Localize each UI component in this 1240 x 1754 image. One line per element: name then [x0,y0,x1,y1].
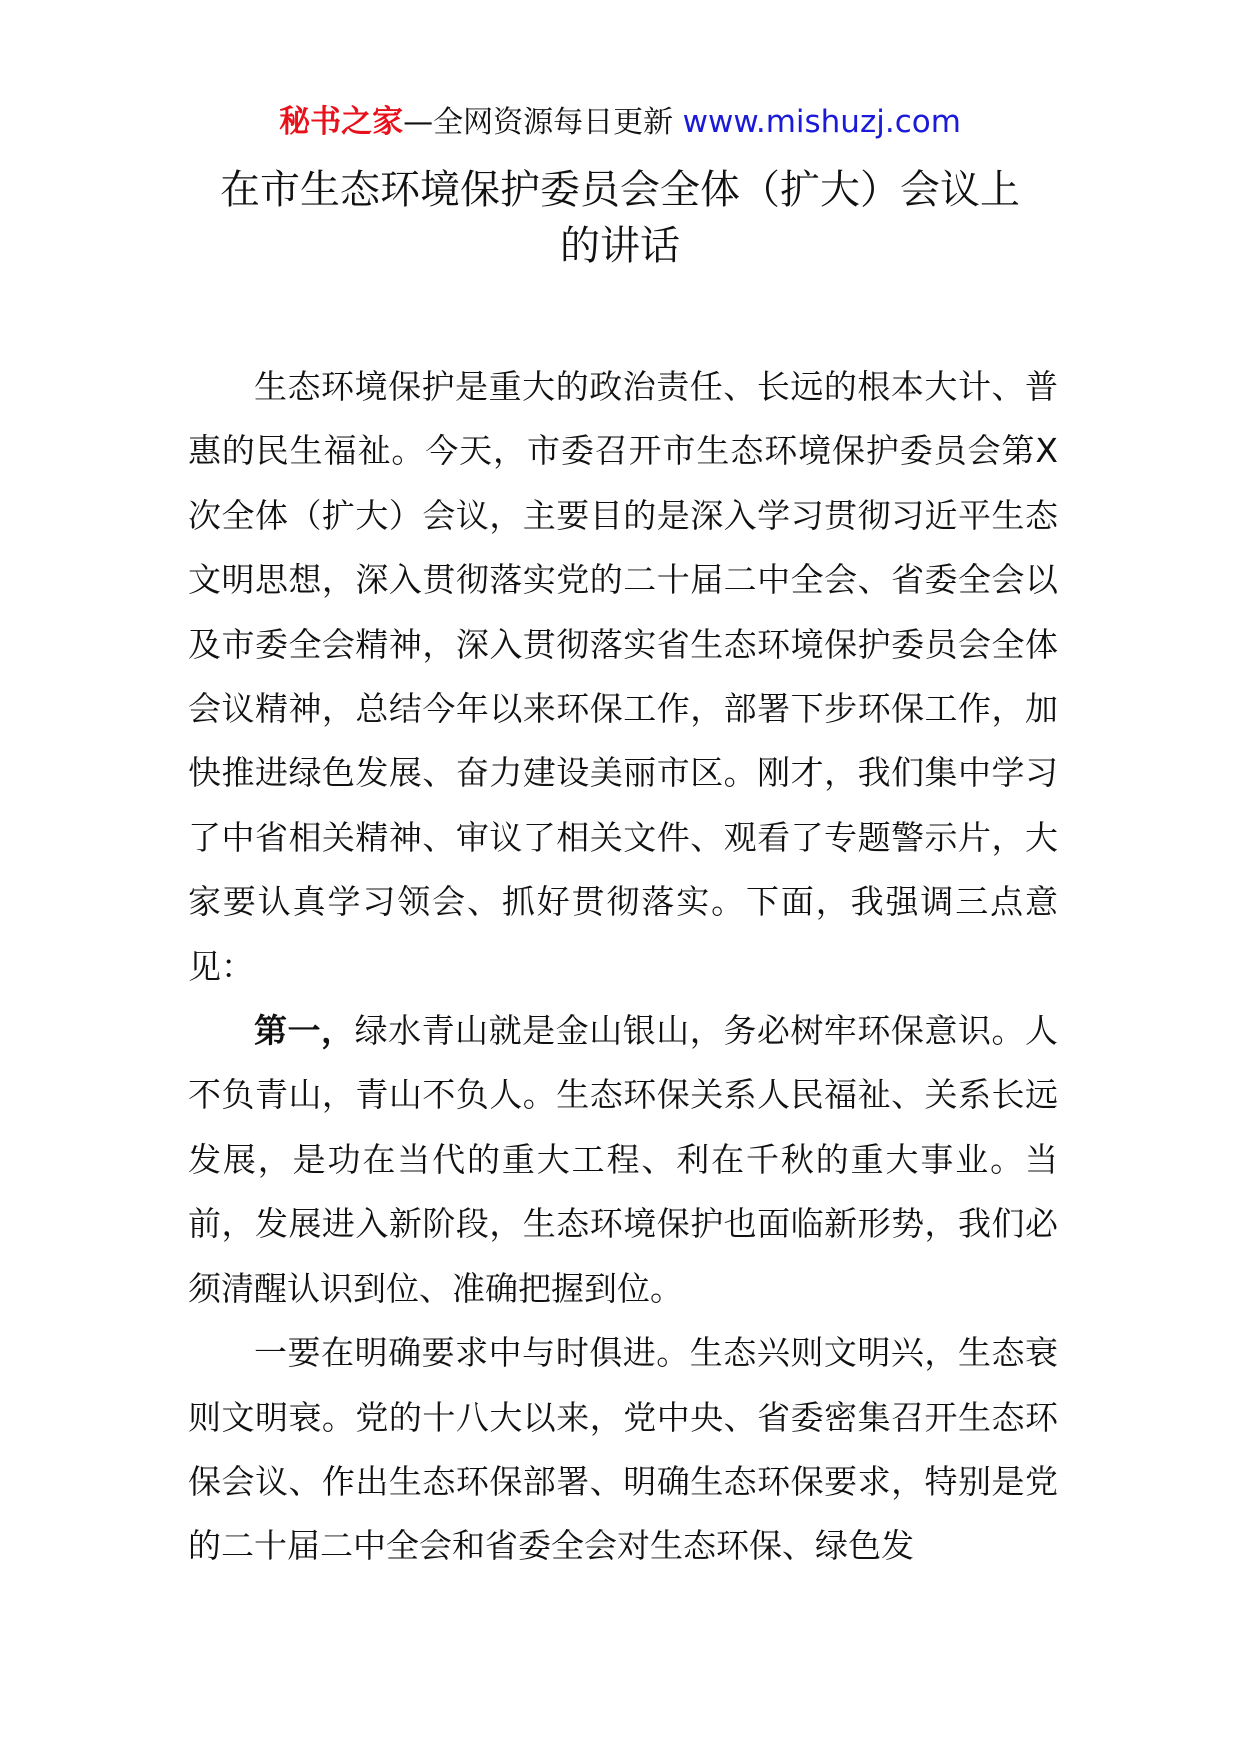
document-title [150,162,1090,274]
body-paragraph-1 [188,355,1058,999]
paragraph-lead: 第一， [254,1011,355,1051]
site-url-link[interactable]: www.mishuzj.com [682,104,961,140]
site-tagline: —全网资源每日更新 [403,105,683,140]
site-watermark-header [0,100,1240,145]
paragraph-text: 一要在明确要求中与时俱进。生态兴则文明兴，生态衰则文明衰。党的十八大以来，党中央、省委密集召开生态环保会议、作出生态环保部署、明确生态环保要求，特别是党的二十届二中全会和省委全会对生态环保、绿色发 [188,1333,1058,1566]
document-body [188,355,1058,1579]
document-title-line-2: 的讲话 [560,223,680,269]
paragraph-text: 绿水青山就是金山银山，务必树牢环保意识。人不负青山，青山不负人。生态环保关系人民福祉、关系长远发展，是功在当代的重大工程、利在千秋的重大事业。当前，发展进入新阶段，生态环境保护也面临新形势，我们必须清醒认识到位、准确把握到位。 [188,1011,1059,1308]
body-paragraph-3 [188,1321,1058,1579]
site-brand: 秘书之家 [279,104,404,140]
body-paragraph-2 [188,999,1058,1321]
paragraph-text: 生态环境保护是重大的政治责任、长远的根本大计、普惠的民生福祉。今天，市委召开市生态环境保护委员会第X次全体（扩大）会议，主要目的是深入学习贯彻习近平生态文明思想，深入贯彻落实党的二十届二中全会、省委全会以及市委全会精神，深入贯彻落实省生态环境保护委员会全体会议精神，总结今年以来环保工作，部署下步环保工作，加快推进绿色发展、奋力建设美丽市区。刚才，我们集中学习了中省相关精神、审议了相关文件、观看了专题警示片，大家要认真学习领会、抓好贯彻落实。下面，我强调三点意见： [188,367,1058,986]
document-title-line-1: 在市生态环境保护委员会全体（扩大）会议上 [220,167,1020,213]
